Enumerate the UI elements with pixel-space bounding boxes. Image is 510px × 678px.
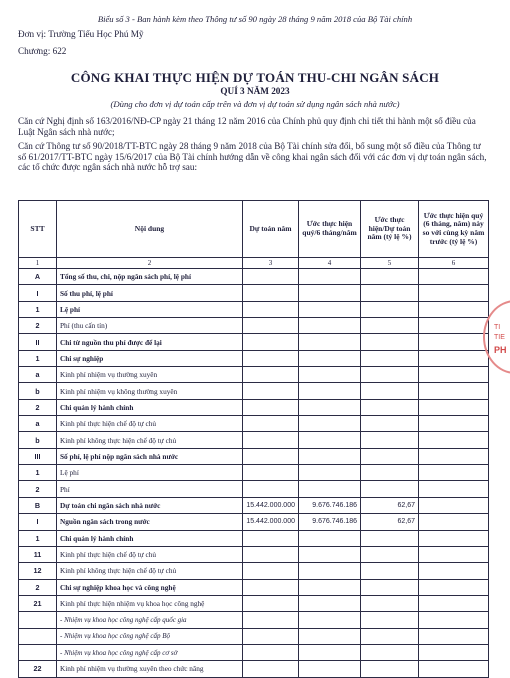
row-stt bbox=[19, 612, 57, 628]
row-estimated-execution: 9.676.746.186 bbox=[299, 514, 361, 530]
row-estimated-execution bbox=[299, 350, 361, 366]
row-year-over-year-ratio bbox=[419, 530, 489, 546]
row-annual-estimate bbox=[243, 416, 299, 432]
row-execution-ratio bbox=[361, 432, 419, 448]
row-stt: 1 bbox=[19, 350, 57, 366]
row-annual-estimate bbox=[243, 383, 299, 399]
legal-basis-paragraph-2: Căn cứ Thông tư số 90/2018/TT-BTC ngày 28 tháng 9 năm 2018 của Bộ Tài chính sửa đổi, bổ sung một số điều của Thông tư số 61/2017/TT-BTC ngày 15/6/2017 của Bộ Tài chính hướng dẫn về công khai ngân sách đối với các đơn vị dự toán ngân sách, các tổ chức được ngân sách nhà nước hỗ trợ sau: bbox=[18, 141, 487, 173]
row-stt: 22 bbox=[19, 661, 57, 677]
table-body bbox=[19, 269, 489, 678]
row-estimated-execution bbox=[299, 367, 361, 383]
row-estimated-execution bbox=[299, 612, 361, 628]
row-stt: 2 bbox=[19, 481, 57, 497]
row-stt: I bbox=[19, 285, 57, 301]
row-annual-estimate: 15.442.000.000 bbox=[243, 514, 299, 530]
row-stt: 2 bbox=[19, 399, 57, 415]
row-annual-estimate bbox=[243, 481, 299, 497]
column-index: 1 bbox=[19, 258, 57, 269]
row-estimated-execution bbox=[299, 595, 361, 611]
row-execution-ratio bbox=[361, 350, 419, 366]
row-content: Số phí, lệ phí nộp ngân sách nhà nước bbox=[57, 448, 243, 464]
row-year-over-year-ratio bbox=[419, 383, 489, 399]
table-row bbox=[19, 628, 489, 644]
row-stt: III bbox=[19, 448, 57, 464]
row-estimated-execution bbox=[299, 399, 361, 415]
chapter-code: Chương: 622 bbox=[18, 46, 67, 56]
row-content: Kinh phí nhiệm vụ không thường xuyên bbox=[57, 383, 243, 399]
row-year-over-year-ratio bbox=[419, 285, 489, 301]
row-stt: 1 bbox=[19, 465, 57, 481]
row-content: Dự toán chi ngân sách nhà nước bbox=[57, 497, 243, 513]
header-year-over-year-ratio: Ước thực hiện quý (6 tháng, năm) này so với cùng kỳ năm trước (tỷ lệ %) bbox=[419, 201, 489, 258]
row-annual-estimate bbox=[243, 563, 299, 579]
row-annual-estimate bbox=[243, 301, 299, 317]
row-execution-ratio bbox=[361, 399, 419, 415]
row-year-over-year-ratio bbox=[419, 514, 489, 530]
row-content: Chi sự nghiệp khoa học và công nghệ bbox=[57, 579, 243, 595]
row-content: Kinh phí nhiệm vụ thường xuyên bbox=[57, 367, 243, 383]
row-execution-ratio bbox=[361, 628, 419, 644]
row-year-over-year-ratio bbox=[419, 334, 489, 350]
row-year-over-year-ratio bbox=[419, 628, 489, 644]
row-content: Tổng số thu, chi, nộp ngân sách phí, lệ phí bbox=[57, 269, 243, 285]
table-row bbox=[19, 563, 489, 579]
header-estimated-execution: Ước thực hiện quý/6 tháng/năm bbox=[299, 201, 361, 258]
row-year-over-year-ratio bbox=[419, 481, 489, 497]
table-row bbox=[19, 481, 489, 497]
row-year-over-year-ratio bbox=[419, 269, 489, 285]
row-year-over-year-ratio bbox=[419, 432, 489, 448]
row-content: Chi sự nghiệp bbox=[57, 350, 243, 366]
row-stt: II bbox=[19, 334, 57, 350]
row-stt: 2 bbox=[19, 318, 57, 334]
row-year-over-year-ratio bbox=[419, 399, 489, 415]
row-estimated-execution bbox=[299, 481, 361, 497]
row-content: Kinh phí không thực hiện chế độ tự chủ bbox=[57, 563, 243, 579]
row-execution-ratio bbox=[361, 301, 419, 317]
header-content: Nội dung bbox=[57, 201, 243, 258]
row-stt bbox=[19, 628, 57, 644]
table-row bbox=[19, 514, 489, 530]
row-year-over-year-ratio bbox=[419, 350, 489, 366]
row-estimated-execution bbox=[299, 448, 361, 464]
row-annual-estimate bbox=[243, 465, 299, 481]
row-estimated-execution bbox=[299, 661, 361, 677]
row-year-over-year-ratio bbox=[419, 448, 489, 464]
row-estimated-execution bbox=[299, 644, 361, 660]
row-content: Chi từ nguồn thu phí được để lại bbox=[57, 334, 243, 350]
column-index: 3 bbox=[243, 258, 299, 269]
row-annual-estimate bbox=[243, 579, 299, 595]
row-execution-ratio bbox=[361, 546, 419, 562]
row-content: Phí (thu cấn tín) bbox=[57, 318, 243, 334]
row-execution-ratio bbox=[361, 465, 419, 481]
row-content: Lệ phí bbox=[57, 465, 243, 481]
row-annual-estimate bbox=[243, 318, 299, 334]
row-execution-ratio bbox=[361, 563, 419, 579]
row-stt: 12 bbox=[19, 563, 57, 579]
row-annual-estimate bbox=[243, 530, 299, 546]
column-index: 5 bbox=[361, 258, 419, 269]
row-annual-estimate bbox=[243, 448, 299, 464]
table-row bbox=[19, 579, 489, 595]
table-row bbox=[19, 334, 489, 350]
column-index: 2 bbox=[57, 258, 243, 269]
row-stt bbox=[19, 644, 57, 660]
row-annual-estimate bbox=[243, 644, 299, 660]
row-content: Kinh phí thực hiện chế độ tự chủ bbox=[57, 416, 243, 432]
row-stt: 1 bbox=[19, 301, 57, 317]
row-content: Kinh phí không thực hiện chế độ tự chủ bbox=[57, 432, 243, 448]
row-content: - Nhiệm vụ khoa học công nghệ cấp cơ sở bbox=[57, 644, 243, 660]
row-execution-ratio bbox=[361, 661, 419, 677]
row-annual-estimate bbox=[243, 399, 299, 415]
header-annual-estimate: Dự toán năm bbox=[243, 201, 299, 258]
row-year-over-year-ratio bbox=[419, 612, 489, 628]
row-year-over-year-ratio bbox=[419, 595, 489, 611]
row-execution-ratio bbox=[361, 644, 419, 660]
row-annual-estimate bbox=[243, 285, 299, 301]
row-execution-ratio bbox=[361, 334, 419, 350]
row-annual-estimate bbox=[243, 367, 299, 383]
row-content: Lệ phí bbox=[57, 301, 243, 317]
column-index: 6 bbox=[419, 258, 489, 269]
row-year-over-year-ratio bbox=[419, 563, 489, 579]
row-estimated-execution bbox=[299, 269, 361, 285]
table-row bbox=[19, 432, 489, 448]
table-row bbox=[19, 416, 489, 432]
row-execution-ratio bbox=[361, 579, 419, 595]
row-estimated-execution bbox=[299, 465, 361, 481]
row-estimated-execution bbox=[299, 318, 361, 334]
row-content: Chi quản lý hành chính bbox=[57, 399, 243, 415]
usage-note: (Dùng cho đơn vị dự toán cấp trên và đơn vị dự toán sử dụng ngân sách nhà nước) bbox=[110, 99, 400, 109]
page-title: CÔNG KHAI THỰC HIỆN DỰ TOÁN THU-CHI NGÂN SÁCH bbox=[70, 70, 440, 85]
form-reference-note: Biểu số 3 - Ban hành kèm theo Thông tư số 90 ngày 28 tháng 9 năm 2018 của Bộ Tài chính bbox=[97, 14, 413, 24]
row-execution-ratio bbox=[361, 481, 419, 497]
table-row bbox=[19, 367, 489, 383]
stamp-text: TI bbox=[494, 324, 501, 331]
table-row bbox=[19, 448, 489, 464]
row-execution-ratio bbox=[361, 416, 419, 432]
table-row bbox=[19, 350, 489, 366]
row-year-over-year-ratio bbox=[419, 465, 489, 481]
row-execution-ratio bbox=[361, 383, 419, 399]
row-execution-ratio bbox=[361, 367, 419, 383]
table-row bbox=[19, 465, 489, 481]
table-row bbox=[19, 661, 489, 677]
row-annual-estimate bbox=[243, 432, 299, 448]
row-estimated-execution bbox=[299, 383, 361, 399]
row-stt: A bbox=[19, 269, 57, 285]
row-stt: 21 bbox=[19, 595, 57, 611]
row-estimated-execution: 9.676.746.186 bbox=[299, 497, 361, 513]
row-estimated-execution bbox=[299, 285, 361, 301]
table-row bbox=[19, 595, 489, 611]
table-row bbox=[19, 497, 489, 513]
row-year-over-year-ratio bbox=[419, 546, 489, 562]
stamp-text: TIE bbox=[494, 334, 505, 341]
row-year-over-year-ratio bbox=[419, 579, 489, 595]
row-execution-ratio bbox=[361, 595, 419, 611]
table-row bbox=[19, 530, 489, 546]
row-content: - Nhiệm vụ khoa học công nghệ cấp Bộ bbox=[57, 628, 243, 644]
row-execution-ratio bbox=[361, 285, 419, 301]
row-year-over-year-ratio bbox=[419, 661, 489, 677]
row-execution-ratio bbox=[361, 448, 419, 464]
row-execution-ratio bbox=[361, 612, 419, 628]
row-stt: I bbox=[19, 514, 57, 530]
row-content: Kinh phí thực hiện nhiệm vụ khoa học công nghệ bbox=[57, 595, 243, 611]
row-year-over-year-ratio bbox=[419, 318, 489, 334]
row-year-over-year-ratio bbox=[419, 644, 489, 660]
row-estimated-execution bbox=[299, 628, 361, 644]
table-row bbox=[19, 644, 489, 660]
row-estimated-execution bbox=[299, 530, 361, 546]
row-annual-estimate bbox=[243, 269, 299, 285]
table-row bbox=[19, 399, 489, 415]
row-content: - Nhiệm vụ khoa học công nghệ cấp quốc gia bbox=[57, 612, 243, 628]
table-row bbox=[19, 269, 489, 285]
budget-table bbox=[18, 200, 489, 678]
table-row bbox=[19, 612, 489, 628]
page-subtitle: QUÍ 3 NĂM 2023 bbox=[220, 86, 290, 96]
stamp-text: PH bbox=[494, 345, 507, 355]
column-index-row bbox=[19, 258, 489, 269]
row-content: Kinh phí thực hiện chế độ tự chủ bbox=[57, 546, 243, 562]
row-execution-ratio: 62,67 bbox=[361, 497, 419, 513]
row-annual-estimate bbox=[243, 595, 299, 611]
row-content: Nguồn ngân sách trong nước bbox=[57, 514, 243, 530]
column-index: 4 bbox=[299, 258, 361, 269]
table-row bbox=[19, 318, 489, 334]
row-content: Chi quản lý hành chính bbox=[57, 530, 243, 546]
row-estimated-execution bbox=[299, 416, 361, 432]
table-header-row bbox=[19, 201, 489, 258]
row-annual-estimate bbox=[243, 350, 299, 366]
row-year-over-year-ratio bbox=[419, 497, 489, 513]
row-stt: a bbox=[19, 416, 57, 432]
row-year-over-year-ratio bbox=[419, 416, 489, 432]
row-year-over-year-ratio bbox=[419, 367, 489, 383]
row-stt: b bbox=[19, 383, 57, 399]
table-row bbox=[19, 383, 489, 399]
table-row bbox=[19, 546, 489, 562]
row-content: Kinh phí nhiệm vụ thường xuyên theo chức năng bbox=[57, 661, 243, 677]
row-annual-estimate bbox=[243, 612, 299, 628]
row-stt: 1 bbox=[19, 530, 57, 546]
row-annual-estimate: 15.442.000.000 bbox=[243, 497, 299, 513]
row-execution-ratio bbox=[361, 530, 419, 546]
row-year-over-year-ratio bbox=[419, 301, 489, 317]
row-estimated-execution bbox=[299, 546, 361, 562]
row-stt: 11 bbox=[19, 546, 57, 562]
row-content: Số thu phí, lệ phí bbox=[57, 285, 243, 301]
row-annual-estimate bbox=[243, 334, 299, 350]
row-estimated-execution bbox=[299, 579, 361, 595]
row-annual-estimate bbox=[243, 661, 299, 677]
row-execution-ratio: 62,67 bbox=[361, 514, 419, 530]
row-annual-estimate bbox=[243, 628, 299, 644]
row-stt: a bbox=[19, 367, 57, 383]
row-stt: B bbox=[19, 497, 57, 513]
legal-basis-paragraph-1: Căn cứ Nghị định số 163/2016/NĐ-CP ngày 21 tháng 12 năm 2016 của Chính phủ quy định chi tiết thi hành một số điều của Luật Ngân sách nhà nước; bbox=[18, 116, 476, 137]
row-annual-estimate bbox=[243, 546, 299, 562]
row-stt: b bbox=[19, 432, 57, 448]
row-execution-ratio bbox=[361, 318, 419, 334]
header-execution-ratio: Ước thực hiện/Dự toán năm (tỷ lệ %) bbox=[361, 201, 419, 258]
row-execution-ratio bbox=[361, 269, 419, 285]
row-stt: 2 bbox=[19, 579, 57, 595]
row-estimated-execution bbox=[299, 563, 361, 579]
row-estimated-execution bbox=[299, 301, 361, 317]
row-estimated-execution bbox=[299, 432, 361, 448]
row-content: Phí bbox=[57, 481, 243, 497]
table-row bbox=[19, 285, 489, 301]
unit-name: Đơn vị: Trường Tiểu Học Phú Mỹ bbox=[18, 29, 144, 39]
row-estimated-execution bbox=[299, 334, 361, 350]
header-stt: STT bbox=[19, 201, 57, 258]
table-row bbox=[19, 301, 489, 317]
